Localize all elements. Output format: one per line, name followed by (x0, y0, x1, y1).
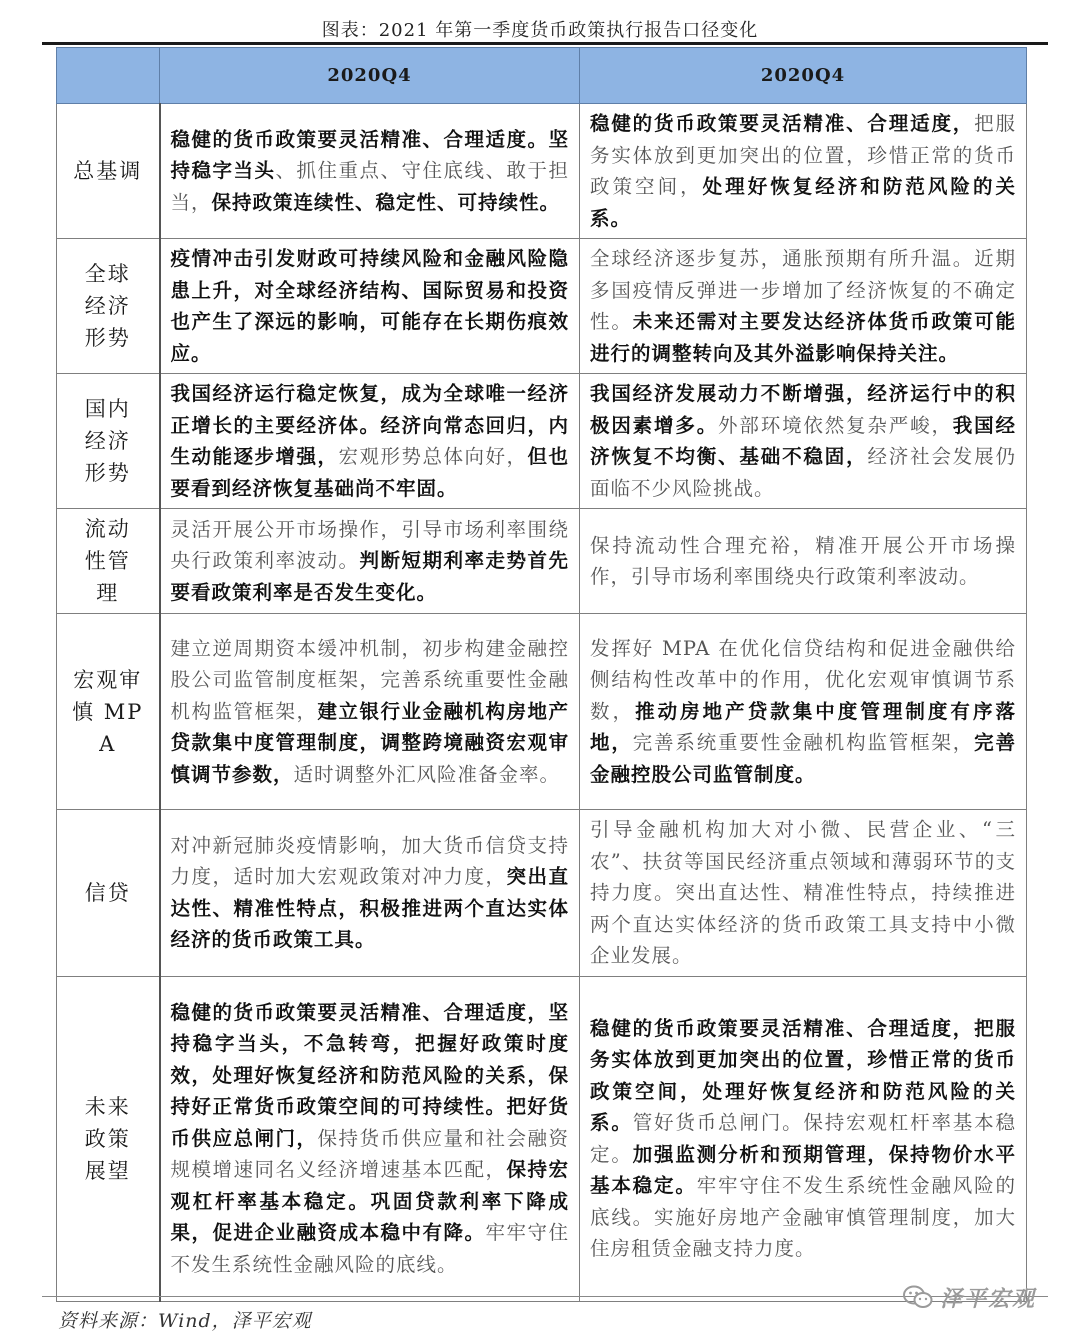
bold-text-run: 稳健的货币政策要灵活精准、合理适度，坚持稳字当头，不急转弯，把握好政策时度效，处理好恢复经济和防范风险的关系，保持好正常货币政策空间的可持续性。把好货币供应总闸门， (170, 1000, 569, 1150)
table-row (57, 810, 1027, 977)
row-label: 国内经济形势 (57, 374, 160, 509)
bold-text-run: 处理好恢复经济和防范风险的关系。 (590, 175, 1016, 230)
text-run: 全球经济逐步复苏，通胀预期有所升温。近期多国疫情反弹进一步增加了经济恢复的不确定性。 (590, 247, 1016, 333)
bottom-rule (42, 1296, 1048, 1297)
source-note: 资料来源：Wind，泽平宏观 (58, 1310, 312, 1332)
table-row (57, 976, 1027, 1301)
text-run: 外部环境依然复杂严峻， (718, 413, 953, 437)
cell-col1 (160, 239, 580, 374)
cell-col1 (160, 614, 580, 810)
bold-text-run: 稳健的货币政策要灵活精准、合理适度。坚持稳字当头 (170, 127, 569, 183)
text-run: 保持流动性合理充裕，精准开展公开市场操作，引导市场利率围绕央行政策利率波动。 (590, 533, 1016, 588)
header-row (57, 48, 1027, 104)
text-run: 引导金融机构加大对小微、民营企业、“三农”、扶贫等国民经济重点领域和薄弱环节的支持力度。突出直达性、精准性特点，持续推进两个直达实体经济的货币政策工具支持中小微企业发展。 (590, 818, 1016, 967)
bold-text-run: 突出直达性、精准性特点，积极推进两个直达实体经济的货币政策工具。 (170, 865, 569, 952)
row-label: 信贷 (57, 810, 160, 977)
cell-col1 (160, 810, 580, 977)
row-label: 未来政策展望 (57, 976, 160, 1301)
bold-text-run: 完善金融控股公司监管制度。 (590, 731, 1016, 786)
bold-text-run: 未来还需对主要发达经济体货币政策可能进行的调整转向及其外溢影响保持关注。 (590, 310, 1016, 365)
table-row (57, 374, 1027, 509)
table-row (57, 509, 1027, 614)
bold-text-run: 但也要看到经济恢复基础尚不牢固。 (170, 445, 569, 500)
row-label: 宏观审慎 MPA (57, 614, 160, 810)
text-run: 适时调整外汇风险准备金率。 (293, 762, 561, 786)
text-run: 对冲新冠肺炎疫情影响，加大货币信贷支持力度，适时加大宏观政策对冲力度， (170, 833, 569, 889)
bold-text-run: 我国经济运行稳定恢复，成为全球唯一经济正增长的主要经济体。经济向常态回归，内生动能逐步增强， (170, 382, 569, 468)
text-run: 完善系统重要性金融机构监管框架， (632, 731, 975, 755)
bold-text-run: 我国经济恢复不均衡、基础不稳固， (590, 413, 1016, 468)
policy-comparison-table (56, 47, 1027, 1302)
cell-col1 (160, 976, 580, 1301)
text-run: 灵活开展公开市场操作，引导市场利率围绕央行政策利率波动。 (170, 517, 569, 573)
cell-col1 (160, 374, 580, 509)
text-run: 宏观形势总体向好， (338, 445, 528, 468)
cell-col2 (580, 810, 1027, 977)
cell-col2 (580, 239, 1027, 374)
cell-col2 (580, 374, 1027, 509)
bold-text-run: 疫情冲击引发财政可持续风险和金融风险隐患上升，对全球经济结构、国际贸易和投资也产生了深远的影响，可能存在长期伤痕效应。 (170, 247, 569, 365)
cell-col1 (160, 509, 580, 614)
figure-title: 图表：2021 年第一季度货币政策执行报告口径变化 (321, 20, 759, 41)
table-row (57, 239, 1027, 374)
header-cell-col2: 2020Q4 (580, 48, 1027, 104)
watermark (902, 1282, 1036, 1312)
wechat-icon (902, 1284, 934, 1310)
text-run: 、抓住重点、守住底线、敢于担当， (170, 159, 569, 214)
bold-text-run: 稳健的货币政策要灵活精准、合理适度， (590, 112, 975, 135)
header-cell-blank (57, 48, 160, 104)
row-label: 流动性管理 (57, 509, 160, 614)
table-row (57, 104, 1027, 239)
table-row (57, 614, 1027, 810)
row-label: 全球经济形势 (57, 239, 160, 374)
text-run: 保持货币供应量和社会融资规模增速同名义经济增速基本匹配， (170, 1126, 569, 1182)
cell-col1 (160, 104, 580, 239)
cell-col2 (580, 509, 1027, 614)
top-rule (42, 42, 1048, 45)
header-cell-col1: 2020Q4 (160, 48, 580, 104)
cell-col2 (580, 614, 1027, 810)
row-label: 总基调 (57, 104, 160, 239)
watermark-text: 泽平宏观 (940, 1285, 1037, 1312)
cell-col2 (580, 976, 1027, 1301)
text-run: 把服务实体放到更加突出的位置，珍惜正常的货币政策空间， (590, 112, 1016, 198)
bold-text-run: 保持政策连续性、稳定性、可持续性。 (211, 190, 561, 214)
bold-text-run: 我国经济发展动力不断增强，经济运行中的积极因素增多。 (590, 382, 1016, 437)
text-run: 管好货币总闸门。保持宏观杠杆率基本稳定。 (590, 1111, 1016, 1166)
text-run: 经济社会发展仍面临不少风险挑战。 (590, 445, 1016, 500)
bold-text-run: 建立银行业金融机构房地产贷款集中度管理制度，调整跨境融资宏观审慎调节参数， (170, 699, 569, 786)
text-run: 发挥好 MPA 在优化信贷结构和促进金融供给侧结构性改革中的作用，优化宏观审慎调节系数， (590, 636, 1016, 723)
bold-text-run: 保持宏观杠杆率基本稳定。巩固贷款利率下降成果，促进企业融资成本稳中有降。 (170, 1158, 569, 1245)
cell-col2 (580, 104, 1027, 239)
bold-text-run: 判断短期利率走势首先要看政策利率是否发生变化。 (170, 549, 569, 604)
text-run: 建立逆周期资本缓冲机制，初步构建金融控股公司监管制度框架，完善系统重要性金融机构监管框架， (170, 636, 569, 723)
bold-text-run: 加强监测分析和预期管理，保持物价水平基本稳定。 (590, 1142, 1016, 1197)
bold-text-run: 推动房地产贷款集中度管理制度有序落地， (590, 699, 1016, 755)
text-run: 牢牢守住不发生系统性金融风险的底线。实施好房地产金融审慎管理制度，加大住房租赁金融支持力度。 (590, 1174, 1016, 1260)
bold-text-run: 稳健的货币政策要灵活精准、合理适度，把服务实体放到更加突出的位置，珍惜正常的货币政策空间，处理好恢复经济和防范风险的关系。 (590, 1016, 1016, 1134)
text-run: 牢牢守住不发生系统性金融风险的底线。 (170, 1221, 569, 1276)
